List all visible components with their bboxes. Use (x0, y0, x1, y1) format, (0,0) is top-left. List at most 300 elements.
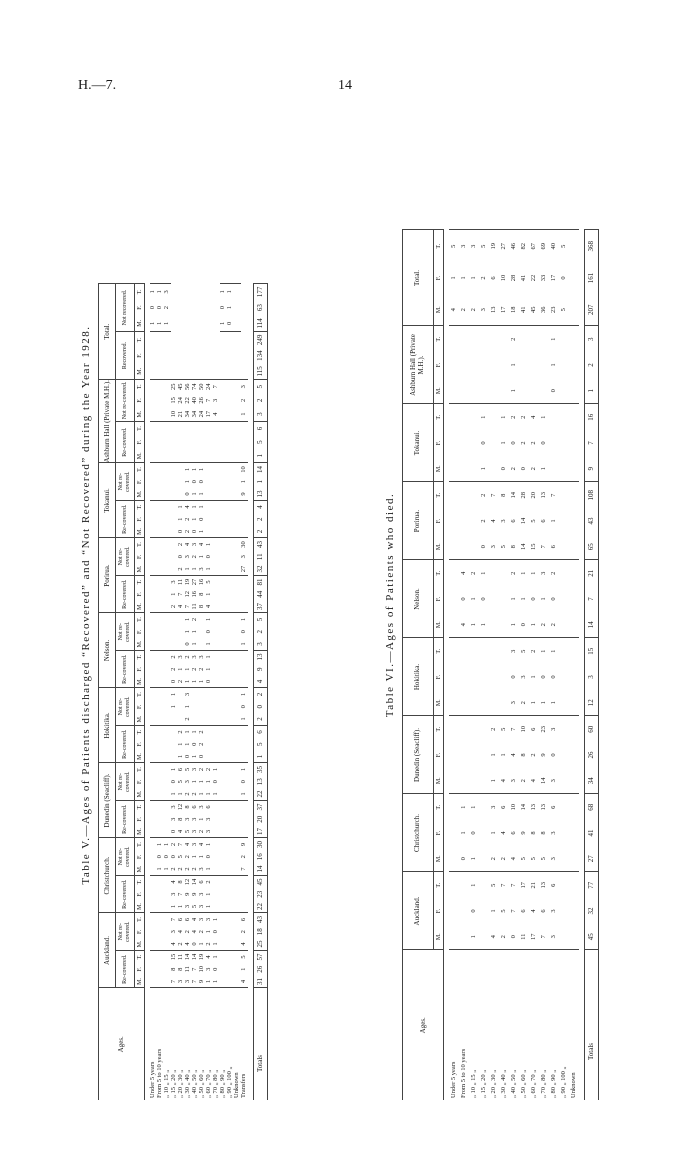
table5-cell: 0 (219, 305, 227, 310)
table6-cell (449, 534, 459, 560)
table-row (199, 284, 206, 1100)
table6-cell: 0 (509, 675, 517, 679)
table5-mft-header: F. (135, 513, 145, 526)
table6-cell (469, 508, 479, 534)
table5-cell (213, 601, 220, 614)
table6-cell (469, 534, 479, 560)
table6-cell: 4 (529, 909, 537, 913)
table6-cell: 10 (509, 794, 519, 820)
table5-cell (220, 851, 227, 864)
table6-mft-header: M. (434, 924, 444, 950)
table5-cell: 2 (191, 667, 199, 671)
table5-cell (157, 513, 164, 526)
table5-cell: 2 (198, 667, 206, 671)
table5-cell (241, 576, 248, 589)
table5-cell (227, 751, 234, 764)
table5-cell: 7 (177, 892, 185, 896)
table6-cell (459, 638, 469, 664)
table5-age-label: „ 30 „ 40 „ (185, 988, 192, 1100)
table5-cell: 1 (177, 792, 185, 796)
table6-cell (489, 690, 499, 716)
table-row (489, 230, 499, 1100)
table5-cell (206, 751, 213, 764)
table5-cell: 19 (185, 576, 192, 589)
table5-cell: 1 (219, 321, 227, 325)
table5-total-cell: 13 (254, 488, 268, 501)
table5-cell: 4 (199, 538, 206, 551)
table6-cell: 20 (529, 482, 539, 508)
table6-cell (559, 664, 569, 690)
table5-cell: 7 (184, 604, 192, 609)
table6-cell (479, 352, 489, 378)
table5-cell: 1 (206, 613, 213, 626)
table6-cell (569, 508, 579, 534)
table5-total-cell: 5 (254, 613, 268, 626)
table5-cell: 2 (171, 651, 178, 664)
table5-mft-header: M. (135, 526, 145, 539)
table6-cell: 4 (499, 779, 507, 783)
table6-cell: 5 (529, 519, 537, 523)
table6-cell: 14 (519, 543, 527, 550)
table6-cell (459, 534, 469, 560)
table5-cell (220, 435, 227, 449)
table5-cell (220, 638, 227, 651)
table5-cell (192, 701, 199, 714)
table5-cell (199, 421, 206, 435)
table5-mft-header: T. (135, 576, 145, 589)
table5-cell: 1 (205, 667, 213, 671)
table6-total-cell: 77 (585, 872, 599, 898)
table6-cell (459, 898, 469, 924)
table5-cell: 8 (178, 876, 185, 889)
table5-cell: 16 (199, 576, 206, 589)
table6-cell (539, 352, 549, 378)
table6-cell: 1 (489, 831, 497, 835)
table6-cell (499, 378, 509, 404)
table5-not-recovered-header: Not re-covered. (116, 688, 135, 726)
table6-cell: 4 (489, 519, 497, 523)
table5-age-label: „ 80 „ 90 „ (220, 988, 227, 1100)
table6-cell: 1 (469, 794, 479, 820)
table5-cell (171, 421, 178, 435)
table6-cell: 2 (459, 308, 467, 312)
table5-total-cell: 43 (254, 913, 268, 926)
table5-cell: 1 (198, 529, 206, 534)
table6-cell: 1 (499, 441, 507, 445)
table6-cell (519, 326, 529, 352)
table6-cell: 1 (469, 276, 477, 280)
table6-cell (559, 820, 569, 846)
table5-cell (220, 449, 227, 463)
table5-cell (150, 407, 157, 421)
table5-cell: 1 (170, 904, 178, 909)
table6-total-cell: 60 (585, 716, 599, 742)
table6-cell (479, 690, 489, 716)
table5-cell (213, 576, 220, 589)
table5-cell (220, 332, 227, 348)
table5-cell (227, 851, 234, 864)
table5-cell: 1 (184, 705, 192, 709)
table6-cell: 14 (519, 517, 527, 525)
table5-cell (234, 888, 241, 901)
table5-cell: 1 (205, 979, 213, 984)
table5-cell: 1 (213, 763, 220, 776)
table5-cell (150, 938, 157, 951)
table5-cell (227, 963, 234, 976)
table5-cell: 1 (205, 867, 213, 871)
table6-cell (569, 456, 579, 482)
table5-cell: 1 (184, 667, 192, 671)
table5-cell (227, 938, 234, 951)
table6-cell (559, 586, 569, 612)
table5-total-cell: 30 (254, 838, 268, 851)
table5-mft-header: F. (135, 776, 145, 789)
table5-cell (234, 726, 241, 739)
table5-mft-header: M. (135, 601, 145, 614)
table6-cell (499, 664, 509, 690)
table5-cell (164, 626, 171, 639)
table6-cell: 1 (549, 363, 557, 367)
table-row (178, 284, 185, 1100)
table5-cell (213, 488, 220, 501)
table5-totals-row (254, 284, 268, 1100)
table5-cell: 3 (240, 555, 248, 559)
table6-age-label: „ 50 „ 60 „ (519, 950, 529, 1100)
table6-cell (559, 612, 569, 638)
table5-cell: 2 (205, 942, 213, 946)
table5-cell (220, 601, 227, 614)
table5-cell (206, 713, 213, 726)
table5-not-recovered-header: Not re-covered. (116, 380, 135, 422)
table5-cell: 3 (170, 930, 178, 934)
table6-cell: 1 (489, 779, 497, 783)
table5-cell: 4 (191, 930, 199, 934)
table5-total-cell: 63 (254, 300, 268, 316)
table5-cell (220, 751, 227, 764)
table6-cell (459, 716, 469, 742)
table5-cell: 2 (240, 930, 248, 934)
table5-cell (220, 463, 227, 476)
table5-cell: 4 (185, 538, 192, 551)
table5-cell: 2 (191, 792, 199, 796)
table6-cell (459, 664, 469, 690)
table5-cell (227, 513, 234, 526)
table5-cell: 1 (205, 904, 213, 909)
table5-total-cell: 115 (254, 364, 268, 380)
table5-cell: 0 (163, 855, 171, 859)
table5-cell: 26 (198, 397, 206, 404)
table5-mft-header: M. (135, 364, 145, 380)
table6-total-cell: 26 (585, 742, 599, 768)
table5-cell (220, 838, 227, 851)
table6-cell: 3 (509, 701, 517, 705)
table5-cell: 1 (157, 284, 164, 300)
table5-cell (220, 863, 227, 876)
table5-cell (157, 449, 164, 463)
table6-cell (499, 690, 509, 716)
table5-total-cell: 23 (254, 888, 268, 901)
table5-cell (220, 563, 227, 576)
table5-mft-header: T. (135, 951, 145, 964)
table6-age-label: From 5 to 10 years (459, 950, 469, 1100)
table5-mft-header: T. (135, 501, 145, 514)
table6-cell: 0 (479, 441, 487, 445)
table-row (449, 230, 459, 1100)
table5-cell (241, 676, 248, 689)
table5-cell: 1 (199, 501, 206, 514)
table6-cell: 0 (539, 441, 547, 445)
table6-header-institutions (403, 230, 434, 1100)
table5-cell (150, 626, 157, 639)
table5-cell (171, 463, 178, 476)
table5-cell: 1 (198, 855, 206, 859)
table5-total-cell: 1 (254, 751, 268, 764)
table6-total-cell: 15 (585, 638, 599, 664)
table5-cell: 3 (184, 555, 192, 559)
table5-total-cell: 134 (254, 348, 268, 364)
table5-cell: 4 (184, 942, 192, 946)
table6-total-cell: 3 (585, 664, 599, 690)
table6-cell (499, 612, 509, 638)
table6-cell (489, 430, 499, 456)
table5-cell (220, 976, 227, 989)
table6-totals-row (585, 230, 599, 1100)
table6-mft-header: M. (434, 534, 444, 560)
table5-cell (227, 726, 234, 739)
table6-cell: 5 (499, 545, 507, 549)
table6-cell (479, 820, 489, 846)
table5-cell: 3 (184, 979, 192, 984)
table5-cell (241, 601, 248, 614)
table5-cell: 34 (184, 410, 192, 418)
table5-total-cell: 5 (254, 380, 268, 394)
table5-cell: 1 (220, 284, 227, 300)
table5-cell: 1 (191, 642, 199, 646)
table5-cell (164, 332, 171, 348)
table6-cell (519, 378, 529, 404)
table-row (157, 284, 164, 1100)
table5-cell (157, 751, 164, 764)
table5-cell: 1 (241, 613, 248, 626)
table5-cell: 3 (191, 817, 199, 821)
table6-cell (499, 560, 509, 586)
table6-institution-header: Hokitika. (403, 638, 434, 716)
table5-cell: 1 (184, 679, 192, 684)
table5-mft-header: M. (135, 901, 145, 914)
table6-cell: 2 (489, 857, 497, 861)
table6-cell: 3 (539, 560, 549, 586)
table6-cell: 3 (469, 230, 479, 262)
table5-cell (157, 813, 164, 826)
table6-cell (449, 430, 459, 456)
table5-cell (157, 776, 164, 789)
table5-cell (150, 588, 157, 601)
table6-cell: 21 (529, 872, 539, 898)
table5-cell (157, 393, 164, 407)
table5-cell: 1 (198, 492, 206, 496)
table6-mft-header: F. (434, 742, 444, 768)
table5-cell (213, 876, 220, 889)
table5-mft-header: M. (135, 316, 145, 332)
table5-cell (227, 563, 234, 576)
table5-cell: 7 (171, 913, 178, 926)
table5-cell (220, 688, 227, 701)
table5-cell (150, 788, 157, 801)
table5-mft-header: F. (135, 551, 145, 564)
table5-cell (157, 713, 164, 726)
table5-cell (227, 663, 234, 676)
table5-cell: 2 (191, 867, 199, 871)
table6-cell (559, 404, 569, 430)
table5-cell (213, 801, 220, 814)
table5-cell: 3 (205, 817, 213, 821)
table5-cell (220, 538, 227, 551)
table5-cell (241, 726, 248, 739)
table5-mft-header: T. (135, 651, 145, 664)
table5-cell (220, 513, 227, 526)
table5-cell: 0 (212, 780, 220, 784)
table5-total-cell: 37 (254, 601, 268, 614)
table6-cell: 5 (519, 638, 529, 664)
table-row (220, 284, 227, 1100)
table5-cell: 1 (156, 321, 164, 325)
table5-total-cell: 11 (254, 551, 268, 564)
table5-cell (227, 913, 234, 926)
table5 (99, 283, 267, 1100)
table5-cell: 2 (184, 529, 192, 534)
table5-cell (178, 449, 185, 463)
table6-cell: 7 (539, 545, 547, 549)
table5-cell: 4 (177, 829, 185, 834)
table5-cell: 0 (240, 705, 248, 709)
table5-cell (213, 738, 220, 751)
table5-cell: 2 (184, 930, 192, 934)
table5-title: Table V.—Ages of Patients discharged “Recovered” and “Not Recovered” during the Year 1928. (80, 325, 92, 885)
table5-cell (157, 763, 164, 776)
table6-cell (449, 352, 459, 378)
table5-cell: 1 (212, 792, 220, 796)
table5-total-cell: 2 (254, 526, 268, 539)
table5-cell: 3 (184, 904, 192, 909)
table-row (499, 230, 509, 1100)
table5-cell: 7 (178, 838, 185, 851)
table6-institution-header: Tokanui. (403, 404, 434, 482)
table-row (171, 284, 178, 1100)
table5-cell: 34 (191, 410, 199, 418)
table5-cell (213, 851, 220, 864)
table5-cell: 10 (170, 410, 178, 418)
table5-cell: 1 (163, 867, 171, 871)
table5-mft-header: M. (135, 488, 145, 501)
table6-cell: 2 (479, 276, 487, 280)
table5-cell: 1 (191, 567, 199, 571)
table5-total-cell: 249 (254, 332, 268, 348)
table5-cell: 4 (185, 838, 192, 851)
table5-cell: 1 (149, 321, 157, 325)
table-row (469, 230, 479, 1100)
table5-cell (220, 651, 227, 664)
table6-cell: 4 (449, 308, 457, 312)
table6-cell (569, 482, 579, 508)
table5-cell: 0 (156, 305, 164, 310)
table5-totals-label: Totals (254, 988, 268, 1100)
table6-cell (459, 326, 469, 352)
table6-cell (559, 716, 569, 742)
table5-cell: 8 (198, 604, 206, 609)
table5-cell (227, 651, 234, 664)
table6-cell: 6 (519, 909, 527, 913)
table5-cell: 4 (240, 979, 248, 984)
table5-total-cell: 6 (254, 726, 268, 739)
table5-cell (164, 421, 171, 435)
table6-cell: 6 (549, 794, 559, 820)
table5-cell: 1 (191, 754, 199, 759)
table5-cell (150, 826, 157, 839)
table5-header-status (116, 284, 135, 1100)
table6-mft-header: M. (434, 456, 444, 482)
table5-cell (234, 526, 241, 539)
table5-cell: 1 (177, 904, 185, 909)
table6-total-cell: 108 (585, 482, 599, 508)
table6-cell (479, 664, 489, 690)
table5-cell (234, 501, 241, 514)
table5-cell (220, 738, 227, 751)
table6-cell: 0 (549, 753, 557, 757)
table5-cell (171, 713, 178, 726)
table5-cell (150, 651, 157, 664)
table6-cell: 1 (539, 467, 547, 471)
table5-mft-header: T. (135, 332, 145, 348)
table5-cell: 8 (185, 801, 192, 814)
table6-cell: 15 (529, 543, 537, 550)
table5-mft-header: F. (135, 851, 145, 864)
table5-cell: 2 (184, 855, 192, 859)
table5-mft-header: M. (135, 826, 145, 839)
table5-cell (234, 348, 241, 364)
table5-cell (171, 449, 178, 463)
table6-cell: 2 (479, 482, 489, 508)
table6-mft-header: M. (434, 294, 444, 326)
table5-cell: 0 (149, 305, 157, 310)
table6-cell (489, 612, 499, 638)
table6-age-label: „ 60 „ 70 „ (529, 950, 539, 1100)
table5-cell (234, 435, 241, 449)
table6-mft-header: T. (434, 716, 444, 742)
table6-cell: 8 (519, 753, 527, 757)
table6-cell (569, 230, 579, 262)
table5-cell: 12 (184, 591, 192, 598)
table5-cell (220, 876, 227, 889)
table5-cell: 30 (241, 538, 248, 551)
table5-total-cell: 1 (254, 449, 268, 463)
table6-cell (499, 352, 509, 378)
table6-cell (489, 352, 499, 378)
table6-mft-header: F. (434, 262, 444, 294)
table5-cell (227, 613, 234, 626)
table5-cell (213, 613, 220, 626)
table6-cell (569, 430, 579, 456)
table5-cell (185, 435, 192, 449)
table5-cell (213, 651, 220, 664)
table6-total-cell: 27 (585, 846, 599, 872)
table5-institution-header: Nelson. (99, 613, 116, 688)
table5-cell (206, 421, 213, 435)
table6-total-cell: 368 (585, 230, 599, 262)
table5-cell (220, 576, 227, 589)
table5-cell: 3 (199, 801, 206, 814)
table5-cell (227, 449, 234, 463)
table6-institution-header: Nelson. (403, 560, 434, 638)
